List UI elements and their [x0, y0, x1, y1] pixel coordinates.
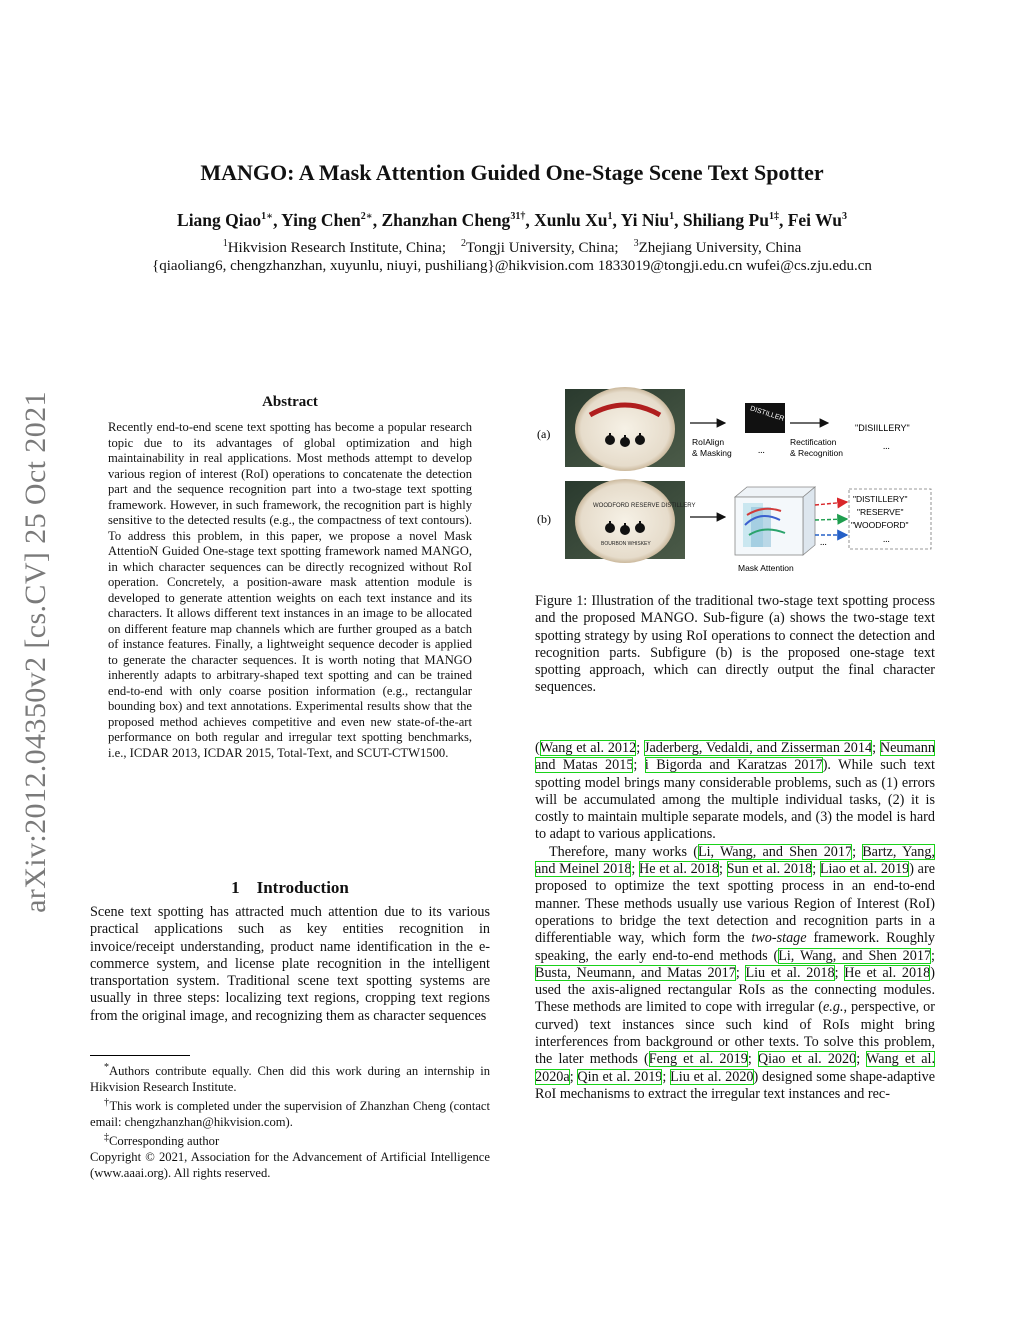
paragraph-text: While such text spotting model brings many considerable problems, such as (1) errors will be accumulated among the multiple individual tasks, (2) it is costly to maintain multiple separate models, and (3) the model is hard to adapt to various applications.	[535, 757, 935, 843]
citation-link[interactable]: Sun et al. 2018	[726, 861, 813, 878]
footnote	[90, 1095, 490, 1130]
paragraph-text: framework. Roughly speaking, the early end-to-end methods (	[535, 930, 935, 964]
citation-link[interactable]: Feng et al. 2019	[648, 1051, 748, 1068]
author-list: Liang Qiao$^{1∗}$, Ying Chen$^{2∗}$, Zhanzhan Cheng$^{31\dagger}$, Xunlu Xu$^1$, Yi Niu$^1$, Shiliang $Pu^{1\ddagger}$, Fei Wu$^3$	[177, 210, 847, 230]
author-emails: {qiaoliang6, chengzhanzhan, xuyunlu, niuyi, pushiliang}@hikvision.com 1833019@tongji.edu.cn wufei@cs.zju.edu.cn	[152, 258, 872, 274]
author-name: Zhanzhan Cheng	[381, 210, 511, 230]
section-number: 1	[231, 878, 240, 897]
citation-link[interactable]: Li, Wang, and Shen 2017	[697, 843, 853, 860]
cube-ellipsis: ...	[820, 537, 827, 547]
output-b-ellipsis: ...	[883, 534, 890, 544]
mask-attention-label: Mask Attention	[738, 563, 794, 573]
section-heading-introduction	[90, 878, 490, 898]
arxiv-id: arXiv:2012.04350v2 [cs.CV] 25 Oct 2021	[19, 391, 52, 913]
section-title: Introduction	[256, 878, 349, 897]
roialign-label-1: RoIAlign	[692, 437, 725, 447]
abstract-text: Recently end-to-end scene text spotting has become a popular research topic due to its advantages of global optimization and high maintainability in real applications. Most methods attempt to develop various region of interest (RoI) operations to concatenate the detection part and the sequence recognition part into a two-stage text spotting framework. However, in such framework, the recognition part is highly sensitive to the detected results (e.g., the compactness of text contours). To address this problem, in this paper, we propose a novel Mask AttentioN Guided One-stage text spotting framework named MANGO, in which character sequences can be directly recognized without RoI operation. Concretely, a position-aware mask attention module is developed to generate attention weights on each text instance and its characters. It allows different text instances in an image to be allocated on different feature map channels which are further grouped as a batch of instance features. Finally, a lightweight sequence decoder is applied to generate the character sequences. It is worth noting that MANGO inherently adapts to arbitrary-shaped text spotting and can be trained end-to-end with only coarse position information (e.g., rectangular bounding box) and text annotations. Experimental results show that the proposed method achieves competitive and even new state-of-the-art performance on both regular and irregular text spotting benchmarks, i.e., ICDAR 2013, ICDAR 2015, Total-Text, and SCUT-CTW1500.	[108, 420, 472, 760]
output-b1: "DISTILLERY"	[853, 494, 908, 504]
footnote-text: Corresponding author	[109, 1134, 220, 1149]
footnotes	[90, 1060, 490, 1181]
crop-text: DISTILLERY	[749, 405, 790, 425]
citation-link[interactable]: Wang et al. 2012	[539, 740, 637, 756]
footnote-mark: †	[104, 1097, 110, 1109]
author-name: Yi Niu	[620, 210, 670, 230]
photo-a	[565, 387, 685, 471]
paper-title: MANGO: A Mask Attention Guided One-Stage Scene Text Spotter	[200, 160, 824, 185]
author-name: Fei Wu	[787, 210, 842, 230]
footnote-rule	[90, 1055, 190, 1056]
paragraph-text: ) are proposed to optimize the text spotting process in an end-to-end manner. These methods usually use various Region of Interest (RoI) operations to bridge the text detection and recognition parts in a differentiable way, which form the	[535, 861, 935, 947]
author-mark: 1∗	[261, 211, 274, 223]
citation-link[interactable]: Liu et al. 2018	[745, 964, 835, 981]
footnote-mark: ‡	[104, 1132, 109, 1144]
affiliation-name: Tongji University, China;	[466, 240, 619, 256]
author-name: Xunlu Xu	[534, 210, 608, 230]
author-mark: 31†	[510, 211, 526, 223]
author-name: Ying Chen	[281, 210, 361, 230]
author-mark: 1	[607, 211, 613, 223]
footnote	[90, 1130, 490, 1150]
author-mark: 3	[841, 211, 847, 223]
cropped-text-region	[745, 403, 790, 433]
footnote	[90, 1060, 490, 1095]
mask-attention-cube	[735, 487, 815, 555]
paragraph-text: ) designed some shape-adaptive RoI mechanisms to extract the irregular text instances and rec-	[535, 1068, 935, 1102]
label-a: (a)	[537, 427, 551, 441]
paragraph: Therefore, many works (Li, Wang, and Shen 2017; Bartz, Yang, and Meinel 2018; He et al. 2018; Sun et al. 2018; Liao et al. 2019) are proposed to optimize the text spotting process in an end-to-end manner. These methods usually use various Region of Interest (RoI) operations to bridge the text detection and recognition parts in a differentiable way, which form the two-stage framework. Roughly speaking, the early end-to-end methods (Li, Wang, and Shen 2017; Busta, Neumann, and Matas 2017; Liu et al. 2018; He et al. 2018) used the axis-aligned rectangular RoIs as the connecting modules. These methods are limited to cope with irregular (e.g., perspective, or curved) text instances since such kind of RoIs might bring interferences from background or other texts. To solve this problem, the later methods (Feng et al. 2019; Qiao et al. 2020; Wang et al. 2020a; Qin et al. 2019; Liu et al. 2020) designed some shape-adaptive RoI mechanisms to extract the irregular text instances and rec-	[535, 843, 936, 1102]
footnote-text: This work is completed under the supervision of Zhanzhan Cheng (contact email: chengzhanzhan@hikvision.com).	[90, 1099, 491, 1129]
output-b3: "WOODFORD"	[851, 520, 909, 530]
citation-link[interactable]: Liu et al. 2020	[670, 1068, 754, 1085]
citation-link[interactable]: Busta, Neumann, and Matas 2017	[535, 964, 736, 981]
citation-link[interactable]: Qin et al. 2019	[577, 1068, 663, 1085]
author-mark: 2∗	[360, 211, 373, 223]
barrel-subtext: BOURBON WHISKEY	[601, 541, 651, 547]
author-mark: 1	[669, 211, 675, 223]
citation-link[interactable]: Wang et al. 2020a	[535, 1051, 936, 1085]
output-a-ellipsis: ...	[883, 441, 890, 451]
photo-b	[565, 479, 695, 563]
emphasis: two-stage	[751, 930, 807, 947]
paragraph: (Wang et al. 2012; Jaderberg, Vedaldi, and Zisserman 2014; Neumann and Matas 2015; i Bigorda and Karatzas 2017). While such text spotting model brings many considerable problems, such as (1) errors will be accumulated among the multiple individual tasks, (2) it is costly to maintain multiple separate models, and (3) the model is hard to adapt to various applications.	[535, 740, 935, 843]
right-column-text	[535, 740, 935, 1103]
rectification-label-2: & Recognition	[790, 448, 843, 458]
label-b: (b)	[537, 512, 551, 526]
affiliation-mark: 2	[461, 238, 466, 249]
citation-link[interactable]: Qiao et al. 2020	[757, 1051, 857, 1068]
footnote-text: Authors contribute equally. Chen did this work during an internship in Hikvision Research Institute.	[90, 1064, 490, 1094]
citation-link[interactable]: i Bigorda and Karatzas 2017	[644, 757, 823, 774]
author-mark: 1‡	[768, 211, 779, 223]
affiliation-name: Hikvision Research Institute, China;	[227, 240, 446, 256]
footnote-text: Copyright © 2021, Association for the Advancement of Artificial Intelligence (www.aaai.org). All rights reserved.	[90, 1150, 490, 1180]
roialign-label-2: & Masking	[692, 448, 732, 458]
citation-link[interactable]: Bartz, Yang, and Meinel 2018	[535, 843, 935, 878]
footnote-mark: *	[104, 1062, 109, 1073]
emphasis: e.g.	[823, 999, 844, 1016]
barrel-text: WOODFORD RESERVE DISTILLERY	[593, 503, 696, 509]
affiliation-mark: 3	[633, 238, 639, 249]
paragraph-text: Therefore, many works (	[549, 843, 698, 860]
figure-1	[535, 385, 935, 585]
citation-link[interactable]: Neumann and Matas 2015	[535, 740, 935, 774]
affiliation-name: Zhejiang University, China	[638, 240, 802, 256]
abstract-heading: Abstract	[262, 394, 318, 410]
author-name: Liang Qiao	[177, 210, 262, 230]
footnote	[90, 1150, 490, 1181]
citation-link[interactable]: He et al. 2018	[639, 861, 720, 878]
crop-ellipsis: ...	[758, 445, 765, 455]
output-a: "DISIILLERY"	[855, 423, 910, 433]
output-b2: "RESERVE"	[857, 507, 904, 517]
paragraph-text: , perspective, or curved) text instances since such kind of RoIs might bring interferences from background or other texts. To solve this problem, the later methods (	[535, 999, 935, 1068]
citation-link[interactable]: Li, Wang, and Shen 2017	[778, 947, 932, 964]
paragraph-text: ) used the axis-aligned rectangular RoIs as the connecting modules. These methods are limited to cope with irregular (	[535, 964, 935, 1016]
citation-link[interactable]: He et al. 2018	[844, 964, 931, 981]
arxiv-sidebar	[10, 352, 62, 952]
author-name: Shiliang Pu	[682, 210, 769, 230]
citation-link[interactable]: Liao et al. 2019	[819, 861, 910, 878]
citation-link[interactable]: Jaderberg, Vedaldi, and Zisserman 2014	[643, 740, 873, 756]
affiliation-mark: 1	[222, 238, 228, 249]
figure-caption: Figure 1: Illustration of the traditional two-stage text spotting process and the proposed MANGO. Sub-figure (a) shows the two-stage text spotting strategy by using RoI operations to connect the detection and recognition parts. Subfigure (b) is the proposed one-stage text spotting approach, which can directly output the final character sequences.	[535, 593, 935, 696]
introduction-text: Scene text spotting has attracted much attention due to its various practical applications such as key entities recognition in invoice/receipt understanding, product name identification in the e-commerce system, and license plate recognition in the intelligent transportation system. Traditional scene text spotting systems are usually in three steps: localizing text regions, cropping text regions from the original image, and recognizing them as character sequences	[90, 904, 490, 1024]
rectification-label-1: Rectification	[790, 437, 837, 447]
affiliations	[0, 238, 1024, 257]
